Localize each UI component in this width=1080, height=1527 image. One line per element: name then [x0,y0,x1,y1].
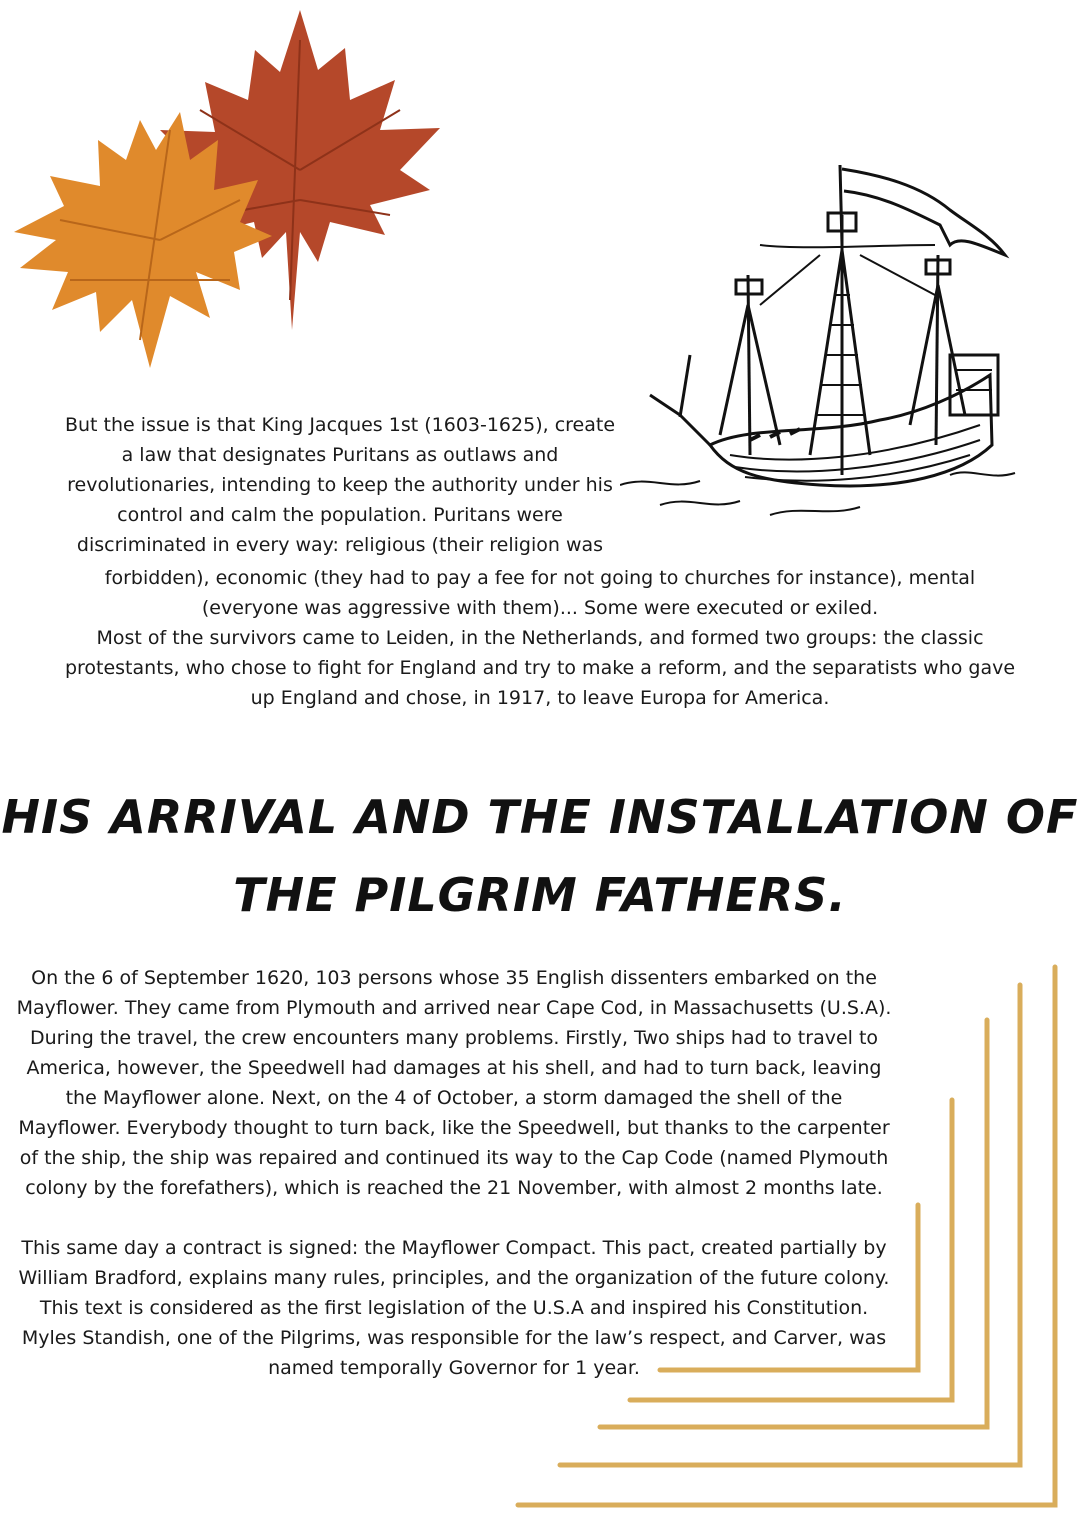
intro-line: But the issue is that King Jacques 1st (1603-1625), create [64,414,616,436]
intro-line: revolutionaries, intending to keep the authority under his [67,474,613,496]
voyage-line: America, however, the Speedwell had damages at his shell, and had to turn back, leaving [26,1057,882,1079]
compact-line: named temporally Governor for 1 year. [268,1357,640,1379]
section-title-line-2: THE PILGRIM FATHERS. [233,868,847,922]
voyage-line: On the 6 of September 1620, 103 persons whose 35 English dissenters embarked on the [31,967,877,989]
compact-line: This same day a contract is signed: the Mayflower Compact. This pact, created partially by [21,1237,887,1259]
intro-line: control and calm the population. Puritans were [117,504,563,526]
compact-line: Myles Standish, one of the Pilgrims, was responsible for the law’s respect, and Carver, was [21,1327,887,1349]
intro-line: Most of the survivors came to Leiden, in the Netherlands, and formed two groups: the classic [96,627,984,649]
section-title-line-1: HIS ARRIVAL AND THE INSTALLATION OF [1,790,1079,844]
galleon-ship-illustration [620,155,1020,525]
autumn-leaves-illustration [0,0,460,380]
voyage-line: Mayflower. Everybody thought to turn back, like the Speedwell, but thanks to the carpenter [18,1117,890,1139]
voyage-line: the Mayflower alone. Next, on the 4 of October, a storm damaged the shell of the [65,1087,843,1109]
intro-line: forbidden), economic (they had to pay a fee for not going to churches for instance), mental [104,567,976,589]
voyage-line: of the ship, the ship was repaired and continued its way to the Cap Code (named Plymouth [19,1147,889,1169]
voyage-line: Mayflower. They came from Plymouth and arrived near Cape Cod, in Massachusetts (U.S.A). [16,997,892,1019]
compact-line: This text is considered as the first legislation of the U.S.A and inspired his Constitution. [39,1297,869,1319]
intro-line: up England and chose, in 1917, to leave Europa for America. [250,687,830,709]
voyage-line: During the travel, the crew encounters many problems. Firstly, Two ships had to travel to [29,1027,879,1049]
compact-line: William Bradford, explains many rules, principles, and the organization of the future colony. [18,1267,890,1289]
intro-line: a law that designates Puritans as outlaws and [121,444,559,466]
intro-line: protestants, who chose to fight for England and try to make a reform, and the separatists who gave [64,657,1016,679]
intro-line: (everyone was aggressive with them)... Some were executed or exiled. [201,597,879,619]
intro-line: discriminated in every way: religious (their religion was [76,534,604,556]
voyage-line: colony by the forefathers), which is reached the 21 November, with almost 2 months late. [25,1177,883,1199]
